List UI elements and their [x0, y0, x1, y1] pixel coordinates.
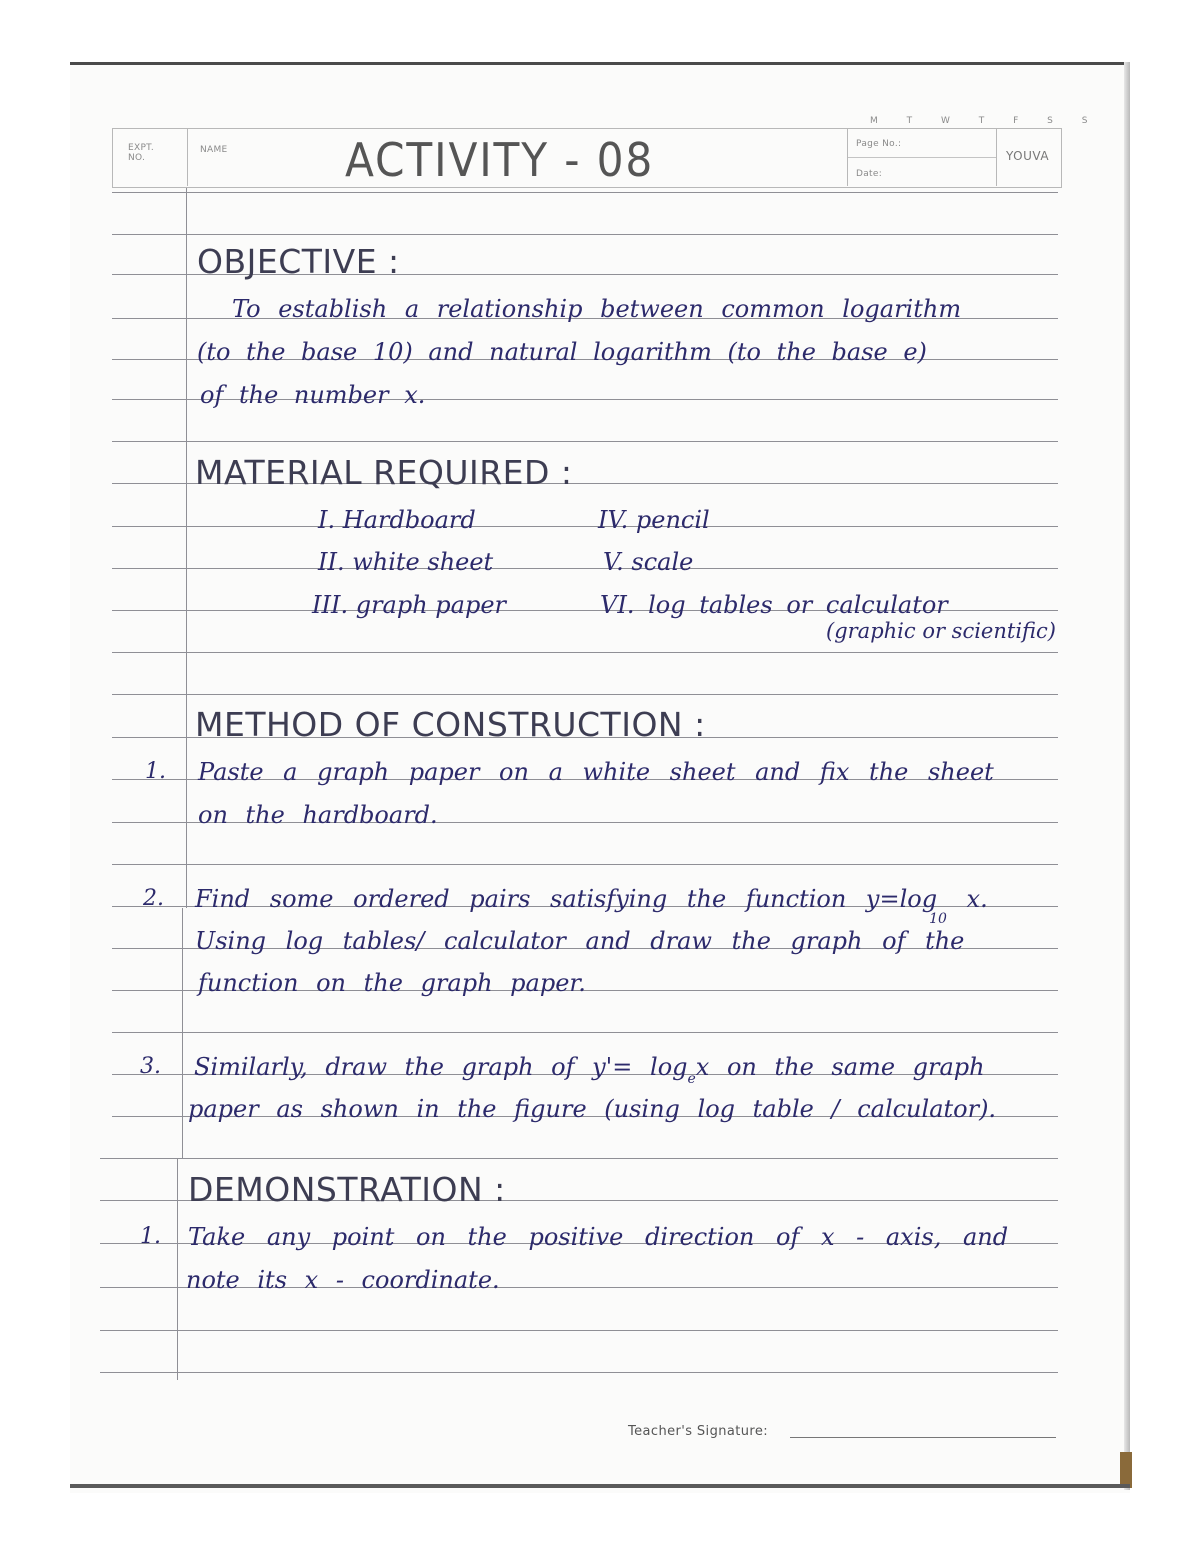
demonstration-step-line: note its x - coordinate. — [186, 1266, 500, 1294]
step-number: 2. — [143, 886, 164, 911]
method-heading: METHOD OF CONSTRUCTION : — [195, 705, 706, 744]
ruled-line — [112, 694, 1058, 695]
objective-heading: OBJECTIVE : — [197, 242, 400, 281]
ruled-line — [112, 864, 1058, 865]
ruled-line — [112, 526, 1058, 527]
material-note: (graphic or scientific) — [826, 619, 1056, 643]
material-item: II. white sheet — [318, 548, 494, 576]
signature-line — [790, 1437, 1056, 1438]
material-item: V. scale — [603, 548, 694, 576]
ruled-line — [112, 234, 1058, 235]
ruled-line — [100, 1330, 1058, 1331]
method-step-line: Using log tables/ calculator and draw the graph of the — [195, 927, 965, 955]
method-step-line: Paste a graph paper on a white sheet and fix the sheet — [198, 758, 994, 786]
method-step-line: function on the graph paper. — [198, 969, 586, 997]
margin-line — [182, 908, 183, 1158]
ruled-line — [112, 192, 1058, 193]
objective-line: of the number x. — [200, 381, 426, 409]
signature-label: Teacher's Signature: — [628, 1424, 768, 1439]
ruled-line — [112, 1032, 1058, 1033]
page-no-label: Page No.: — [856, 139, 902, 149]
page-title: ACTIVITY - 08 — [345, 133, 655, 187]
header-divider — [848, 157, 996, 158]
expt-no-label: EXPT. NO. — [128, 143, 155, 163]
step-number: 1. — [140, 1224, 161, 1249]
demonstration-step-line: Take any point on the positive direction of x - axis, and — [188, 1223, 1009, 1251]
binding-tab — [1120, 1452, 1132, 1488]
ruled-line — [100, 1372, 1058, 1373]
materials-heading: MATERIAL REQUIRED : — [195, 453, 573, 492]
step-number: 3. — [140, 1054, 161, 1079]
weekday-strip: M T W T F S S — [870, 116, 1101, 126]
ruled-line — [112, 652, 1058, 653]
method-step-line: Find some ordered pairs satisfying the function $y=\log_{10}$ x. — [195, 885, 988, 927]
ruled-line — [100, 1158, 1058, 1159]
margin-line — [177, 1158, 178, 1380]
margin-line — [186, 188, 187, 908]
brand-label: YOUVA — [1006, 149, 1050, 163]
page-edge — [1124, 62, 1130, 1490]
objective-line: To establish a relationship between common logarithm — [232, 295, 962, 323]
date-label: Date: — [856, 169, 883, 179]
method-step-line: on the hardboard. — [198, 801, 438, 829]
step-number: 1. — [145, 759, 166, 784]
material-item: IV. pencil — [598, 506, 710, 534]
material-item: VI. log tables or calculator — [600, 591, 948, 619]
ruled-line — [112, 568, 1058, 569]
material-item: I. Hardboard — [318, 506, 476, 534]
ruled-line — [112, 441, 1058, 442]
objective-line: (to the base 10) and natural logarithm (to the base e) — [197, 338, 927, 366]
header-divider — [996, 128, 997, 186]
page-bottom-edge — [70, 1484, 1130, 1488]
demonstration-heading: DEMONSTRATION : — [188, 1170, 506, 1209]
method-step-line: paper as shown in the figure (using log table / calculator). — [188, 1095, 997, 1123]
name-label: NAME — [200, 145, 228, 155]
method-step-line: Similarly, draw the graph of $y'= \log_ex$ on the same graph — [194, 1053, 985, 1087]
material-item: III. graph paper — [312, 591, 507, 619]
header-divider — [187, 128, 188, 186]
